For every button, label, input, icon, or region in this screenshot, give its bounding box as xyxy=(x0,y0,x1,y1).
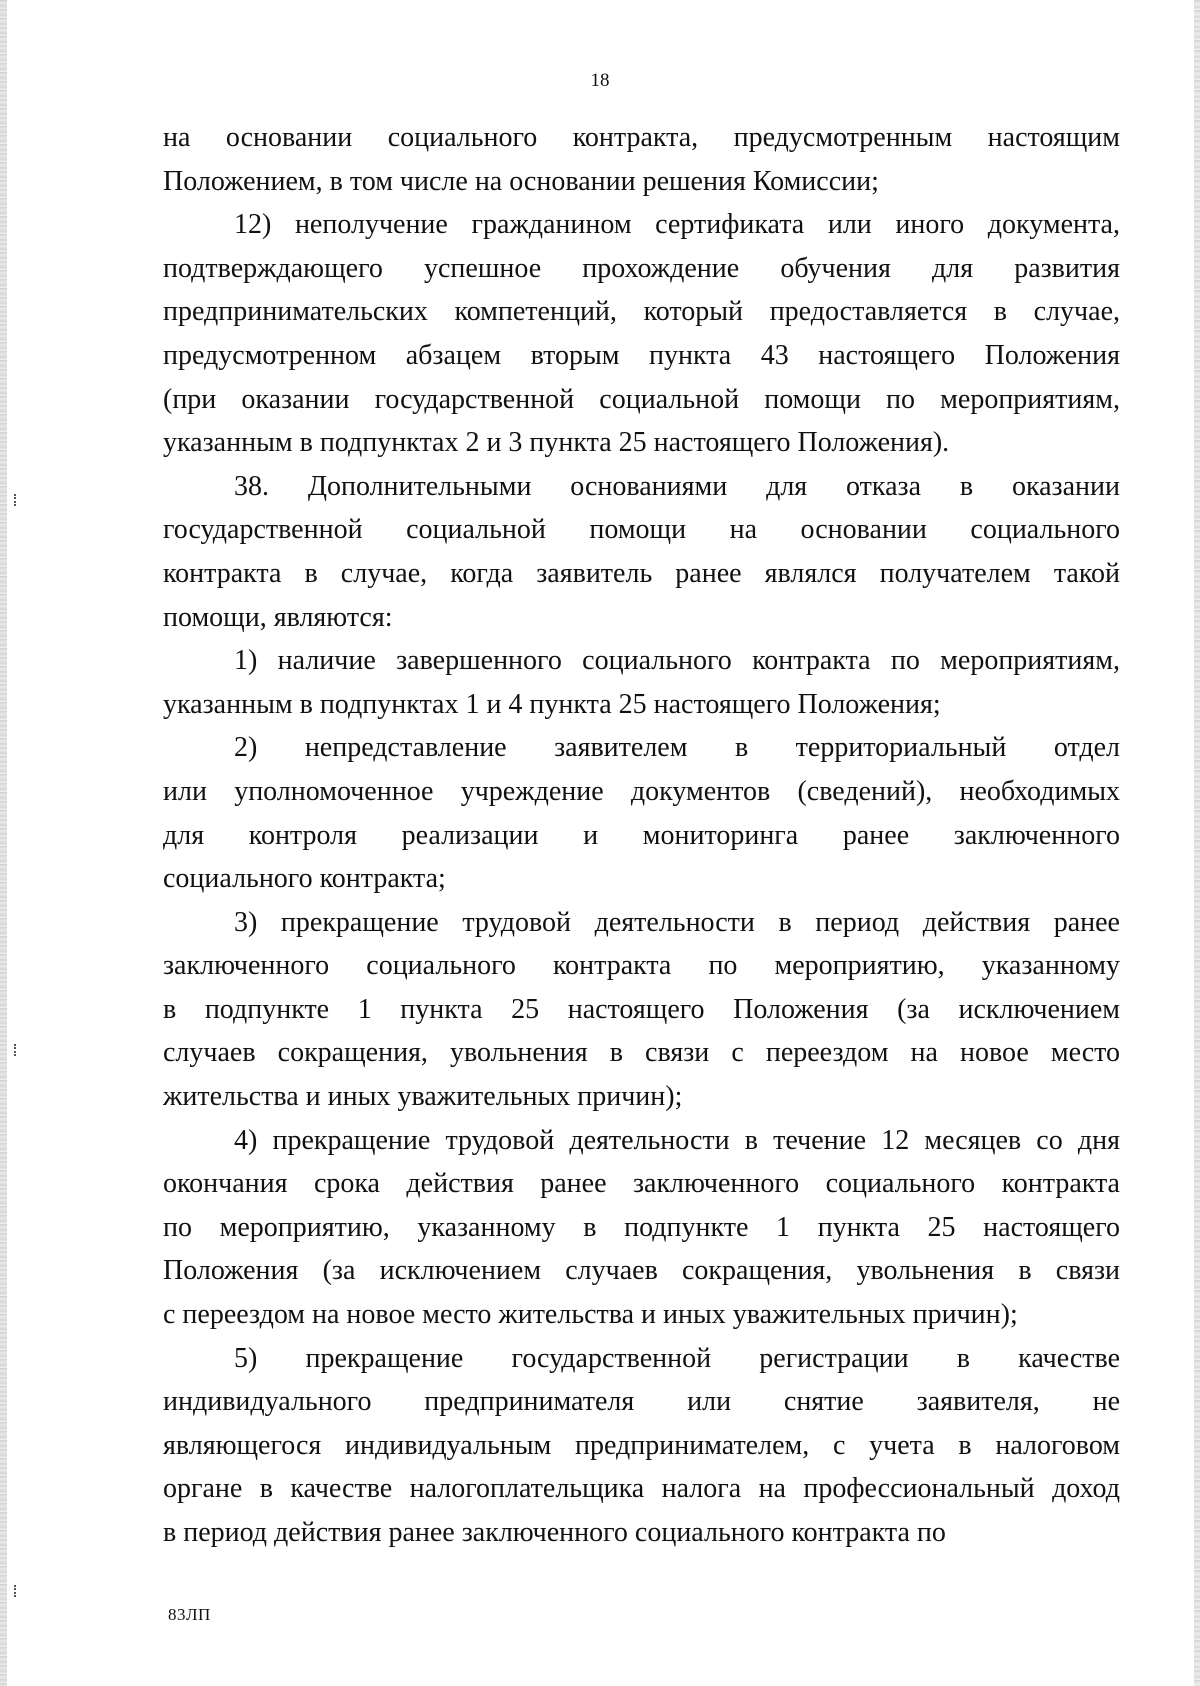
paragraph-s2 xyxy=(163,726,1120,900)
text-line: в период действия ранее заключенного социального контракта по xyxy=(163,1517,946,1548)
binding-mark xyxy=(14,1044,19,1056)
text-line: предпринимательских компетенций, который предоставляется в случае, xyxy=(163,296,1120,328)
text-line: Положением, в том числе на основании решения Комиссии; xyxy=(163,165,879,197)
text-line: социального контракта; xyxy=(163,863,446,895)
document-code: 83ЛП xyxy=(168,1605,211,1624)
text-line: 38. Дополнительными основаниями для отказа в оказании xyxy=(234,470,1120,502)
text-line: по мероприятию, указанному в подпункте 1 пункта 25 настоящего xyxy=(163,1211,1120,1243)
scan-edge-right xyxy=(1194,0,1200,1686)
text-line: 1) наличие завершенного социального контракта по мероприятиям, xyxy=(234,645,1120,677)
text-line: Положения (за исключением случаев сокращения, увольнения в связи xyxy=(163,1255,1120,1287)
text-line: государственной социальной помощи на основании социального xyxy=(163,514,1120,546)
text-line: жительства и иных уважительных причин); xyxy=(163,1081,683,1113)
text-line: 3) прекращение трудовой деятельности в период действия ранее xyxy=(234,906,1120,938)
text-line: (при оказании государственной социальной помощи по мероприятиям, xyxy=(163,383,1120,415)
text-line: являющегося индивидуальным предпринимателем, с учета в налоговом xyxy=(163,1429,1120,1461)
text-line: помощи, являются: xyxy=(163,601,393,633)
text-line: 2) непредставление заявителем в территориальный отдел xyxy=(234,732,1120,764)
text-line: указанным в подпунктах 2 и 3 пункта 25 настоящего Положения). xyxy=(163,427,950,459)
text-line: в подпункте 1 пункта 25 настоящего Положения (за исключением xyxy=(163,993,1120,1025)
text-line: указанным в подпунктах 1 и 4 пункта 25 настоящего Положения; xyxy=(163,688,941,720)
binding-mark xyxy=(14,494,19,506)
text-line: органе в качестве налогоплательщика налога на профессиональный доход xyxy=(163,1473,1120,1505)
paragraph-s4 xyxy=(163,1119,1120,1337)
paragraph-s5 xyxy=(163,1337,1120,1555)
binding-mark xyxy=(14,1585,19,1597)
text-line: на основании социального контракта, предусмотренным настоящим xyxy=(163,122,1120,153)
text-line: 4) прекращение трудовой деятельности в течение 12 месяцев со дня xyxy=(234,1124,1120,1156)
paragraph-item12 xyxy=(163,203,1120,465)
text-line: индивидуального предпринимателя или снятие заявителя, не xyxy=(163,1386,1120,1418)
text-line: окончания срока действия ранее заключенного социального контракта xyxy=(163,1168,1120,1200)
page-number: 18 xyxy=(590,70,610,91)
text-line: заключенного социального контракта по мероприятию, указанному xyxy=(163,950,1120,982)
paragraph-p38 xyxy=(163,465,1120,639)
paragraph-s3 xyxy=(163,901,1120,1119)
text-line: или уполномоченное учреждение документов (сведений), необходимых xyxy=(163,775,1120,807)
text-line: подтверждающего успешное прохождение обучения для развития xyxy=(163,252,1120,284)
text-line: с переездом на новое место жительства и иных уважительных причин); xyxy=(163,1299,1018,1331)
text-line: 5) прекращение государственной регистрации в качестве xyxy=(234,1342,1120,1374)
text-line: контракта в случае, когда заявитель ранее являлся получателем такой xyxy=(163,557,1120,589)
document-body xyxy=(163,116,1120,1555)
paragraph-cont xyxy=(163,116,1120,203)
text-line: предусмотренном абзацем вторым пункта 43 настоящего Положения xyxy=(163,339,1120,371)
scan-edge-left xyxy=(0,0,7,1686)
text-line: для контроля реализации и мониторинга ранее заключенного xyxy=(163,819,1120,851)
text-line: 12) неполучение гражданином сертификата или иного документа, xyxy=(234,209,1120,241)
text-line: случаев сокращения, увольнения в связи с переездом на новое место xyxy=(163,1037,1120,1069)
paragraph-s1 xyxy=(163,639,1120,726)
